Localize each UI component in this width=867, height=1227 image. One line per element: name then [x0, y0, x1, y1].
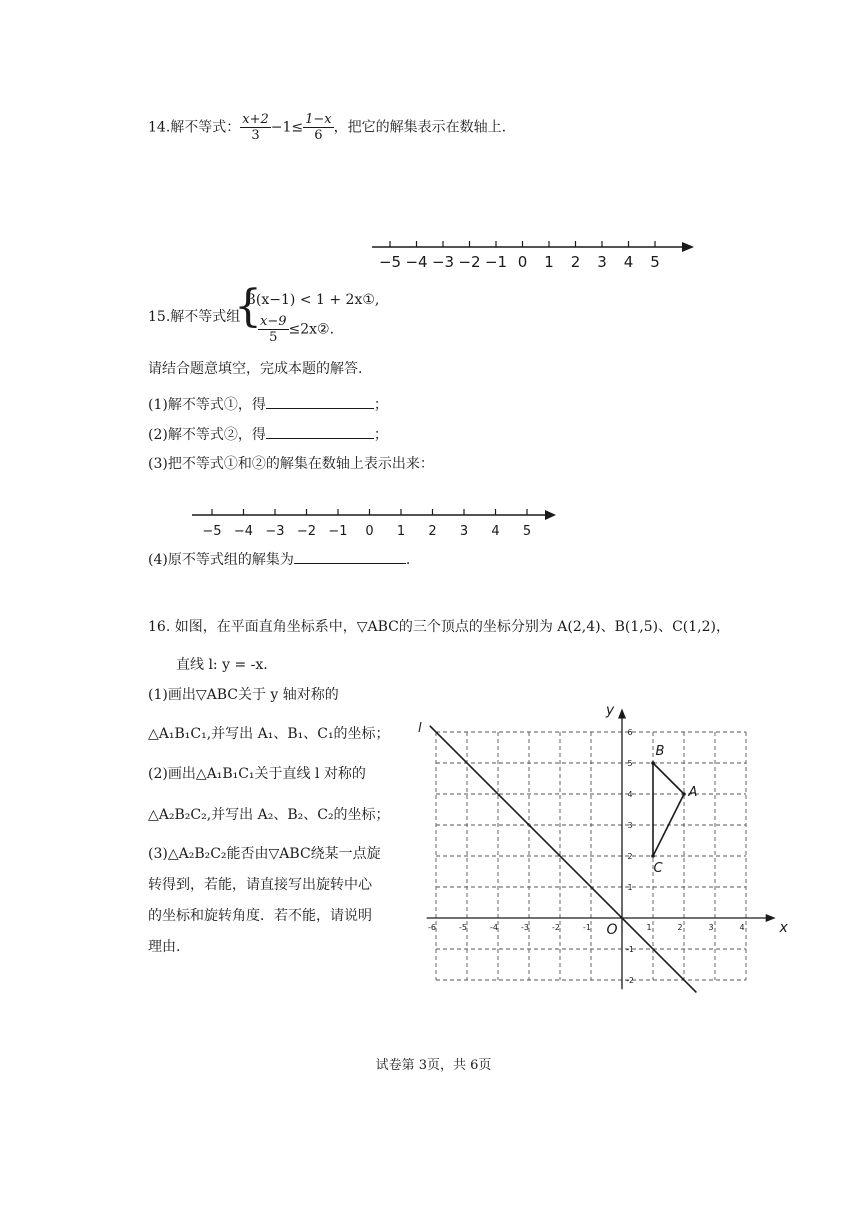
x-tick-label: 4: [739, 923, 745, 932]
line-l-label: l: [417, 720, 422, 736]
x-tick-label: -2: [552, 923, 560, 932]
number-line-1-tick-label: −3: [431, 253, 455, 271]
x-axis-label: x: [779, 920, 788, 936]
x-tick-label: -1: [583, 923, 591, 932]
q15-prefix: 15.解不等式组: [148, 309, 241, 325]
q16-part-3a: (3)△A₂B₂C₂能否由▽ABC绕某一点旋: [148, 846, 381, 862]
number-line-1-tick-label: 2: [570, 253, 581, 271]
y-axis-label: y: [605, 702, 615, 719]
point-C: [651, 854, 655, 858]
q14-fraction-2: [303, 112, 334, 143]
q15-part1-label: (1)解不等式①，得: [148, 397, 266, 413]
number-line-1-tick-label: 1: [544, 253, 554, 271]
q15-instruction: 请结合题意填空，完成本题的解答.: [148, 361, 363, 377]
point-label-C: C: [653, 861, 663, 876]
q15-part2-label: (2)解不等式②，得: [148, 427, 266, 443]
q15-eq2-rest: ≤2x②.: [288, 321, 335, 338]
number-line-2: [188, 504, 560, 544]
x-tick-label: 1: [646, 923, 652, 932]
q15-part4-label: (4)原不等式组的解集为: [148, 552, 294, 568]
point-label-B: B: [655, 744, 665, 759]
q15-part2-semicolon: ；: [373, 427, 388, 443]
number-line-2-tick-label: 0: [365, 524, 374, 539]
y-tick-label: 1: [627, 883, 633, 892]
q15-part4-period: .: [405, 552, 411, 568]
number-line-2-tick-label: −3: [265, 524, 285, 539]
x-tick-label: -5: [459, 923, 467, 932]
q14-frac1-denominator: 3: [251, 128, 260, 143]
number-line-2-tick-label: 2: [428, 524, 437, 539]
q16-part-2a: (2)画出△A₁B₁C₁关于直线 l 对称的: [148, 766, 366, 782]
q15-part-3: (3)把不等式①和②的解集在数轴上表示出来：: [148, 456, 434, 472]
question-14: [148, 112, 506, 143]
answer-blank-1[interactable]: [266, 394, 374, 409]
x-tick-label: 2: [677, 923, 683, 932]
y-tick-label: 6: [627, 728, 633, 737]
number-line-2-tick-label: 3: [459, 524, 469, 539]
y-tick-label: 3: [627, 821, 633, 830]
q16-part-1b: △A₁B₁C₁,并写出 A₁、B₁、C₁的坐标；: [148, 726, 390, 742]
number-line-1: [368, 236, 698, 276]
number-line-2-tick-label: 1: [396, 524, 406, 539]
q16-line-definition: 直线 l: y = -x.: [176, 657, 268, 673]
q16-intro: 16. 如图，在平面直角坐标系中，▽ABC的三个顶点的坐标分别为 A(2,4)、B(1,5)、C(1,2)，: [148, 619, 730, 635]
number-line-2-tick-label: 4: [491, 524, 500, 539]
answer-blank-2[interactable]: [266, 424, 374, 439]
number-line-1-tick-label: 4: [623, 253, 634, 271]
answer-blank-4[interactable]: [294, 549, 406, 564]
origin-label: O: [606, 922, 618, 938]
y-tick-label: -2: [626, 976, 634, 985]
x-tick-label: -3: [521, 923, 529, 932]
q15-part-2: [148, 424, 388, 444]
number-line-2-tick-label: −4: [233, 524, 254, 539]
page-footer: 试卷第 3页，共 6页: [375, 1058, 492, 1073]
number-line-1-tick-label: −2: [458, 253, 481, 271]
x-axis-arrow-icon: [766, 914, 776, 922]
y-tick-label: -1: [626, 945, 634, 954]
q16-part-3c: 的坐标和旋转角度．若不能，请说明: [148, 908, 372, 924]
q14-frac2-numerator: 1−x: [305, 112, 332, 127]
number-line-1-tick-label: −1: [484, 253, 508, 271]
q14-middle: −1≤: [270, 119, 304, 136]
number-line-2-tick-label: −2: [296, 524, 317, 539]
q15-part-1: [148, 394, 388, 414]
q16-part-3d: 理由.: [148, 939, 181, 955]
q14-frac2-denominator: 6: [314, 128, 323, 143]
q15-part-4: [148, 549, 410, 569]
point-label-A: A: [688, 785, 698, 800]
y-tick-label: 5: [627, 759, 633, 768]
q14-suffix: ，把它的解集表示在数轴上.: [333, 119, 507, 136]
y-tick-label: 2: [627, 852, 633, 861]
number-line-2-tick-label: −1: [328, 524, 348, 539]
q16-part-1a: (1)画出▽ABC关于 y 轴对称的: [148, 687, 339, 703]
coordinate-grid: [400, 690, 788, 1010]
y-tick-label: 4: [627, 790, 633, 799]
y-axis-arrow-icon: [618, 709, 626, 719]
number-line-1-tick-label: −4: [405, 253, 428, 271]
number-line-1-tick-label: 0: [517, 253, 528, 271]
point-A: [682, 792, 686, 796]
q14-fraction-1: [240, 112, 271, 143]
point-B: [651, 761, 655, 765]
x-tick-label: 3: [708, 923, 714, 932]
x-tick-label: -6: [428, 923, 436, 932]
number-line-2-tick-label: 5: [522, 524, 532, 539]
q14-frac1-numerator: x+2: [242, 112, 269, 127]
q15-eq2-denominator: 5: [269, 330, 278, 345]
q14-prefix: 14.解不等式：: [148, 119, 241, 136]
q16-part-2b: △A₂B₂C₂,并写出 A₂、B₂、C₂的坐标；: [148, 807, 390, 823]
number-line-1-tick-label: 3: [597, 253, 607, 271]
number-line-1-tick-label: −5: [378, 253, 402, 271]
q15-equation-1: 3(x−1) < 1 + 2x①,: [247, 292, 380, 308]
x-tick-label: -4: [490, 923, 498, 932]
q15-part1-semicolon: ；: [373, 397, 388, 413]
number-line-1-tick-label: 5: [650, 253, 660, 271]
triangle-abc: [653, 763, 684, 856]
number-line-2-tick-label: −5: [202, 524, 222, 539]
q15-equation-2: [258, 314, 334, 345]
system-brace: {: [234, 281, 262, 332]
q15-eq2-numerator: x−9: [260, 314, 287, 329]
q16-part-3b: 转得到，若能，请直接写出旋转中心: [148, 877, 372, 893]
